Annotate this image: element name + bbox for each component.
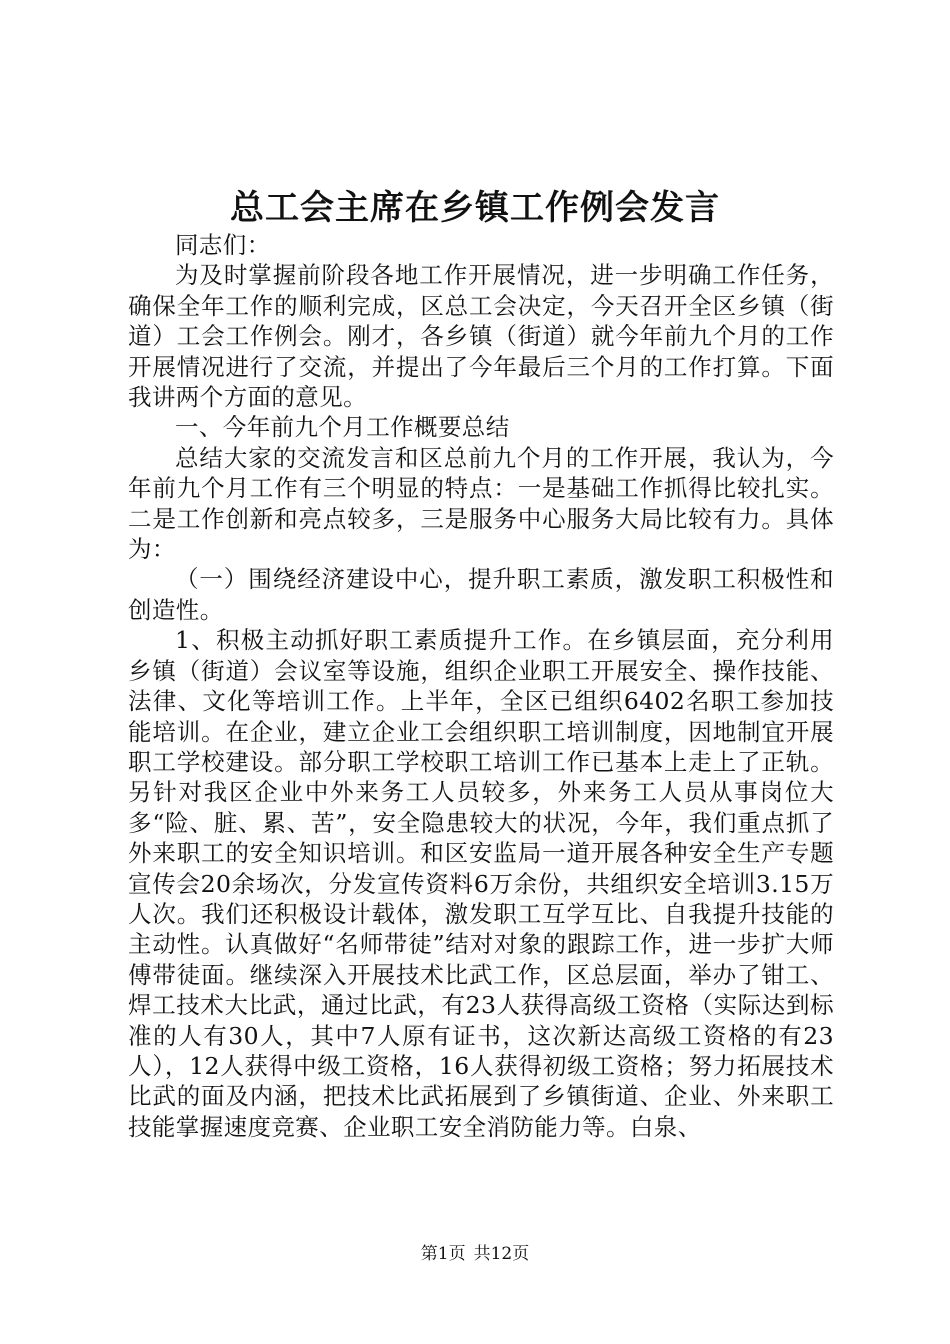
page-footer (0, 1242, 950, 1266)
document-title: 总工会主席在乡镇工作例会发言 (230, 188, 720, 228)
summary-paragraph: 总结大家的交流发言和区总前九个月的工作开展，我认为，今年前九个月工作有三个明显的特点：一是基础工作抓得比较扎实。二是工作创新和亮点较多，三是服务中心服务大局比较有力。具体为： (128, 443, 834, 564)
page-total: 共12页 (473, 1244, 530, 1264)
subsection-heading: （一）围绕经济建设中心，提升职工素质，激发职工积极性和创造性。 (128, 565, 834, 624)
section-heading: 一、今年前九个月工作概要总结 (175, 413, 510, 442)
salutation-paragraph: 同志们： (175, 231, 271, 259)
document-body (128, 230, 834, 1142)
intro-paragraph: 为及时掌握前阶段各地工作开展情况，进一步明确工作任务，确保全年工作的顺利完成，区总工会决定，今天召开全区乡镇（街道）工会工作例会。刚才，各乡镇（街道）就今年前九个月的工作开展情况进行了交流，并提出了今年最后三个月的工作打算。下面我讲两个方面的意见。 (128, 261, 834, 412)
page-number: 第1页 (420, 1244, 466, 1264)
detail-paragraph: 1、积极主动抓好职工素质提升工作。在乡镇层面，充分利用乡镇（街道）会议室等设施，组织企业职工开展安全、操作技能、法律、文化等培训工作。上半年，全区已组织6402名职工参加技能培训。在企业，建立企业工会组织职工培训制度，因地制宜开展职工学校建设。部分职工学校职工培训工作已基本上走上了正轨。另针对我区企业中外来务工人员较多，外来务工人员从事岗位大多“险、脏、累、苦”，安全隐患较大的状况，今年，我们重点抓了外来职工的安全知识培训。和区安监局一道开展各种安全生产专题宣传会20余场次，分发宣传资料6万余份，共组织安全培训3.15万人次。我们还积极设计载体，激发职工互学互比、自我提升技能的主动性。认真做好“名师带徒”结对对象的跟踪工作，进一步扩大师傅带徒面。继续深入开展技术比武工作，区总层面，举办了钳工、焊工技术大比武，通过比武，有23人获得高级工资格（实际达到标准的人有30人，其中7人原有证书，这次新达高级工资格的有23人），12人获得中级工资格，16人获得初级工资格；努力拓展技术比武的面及内涵，把技术比武拓展到了乡镇街道、企业、外来职工技能掌握速度竞赛、企业职工安全消防能力等。白泉、 (128, 626, 834, 1141)
